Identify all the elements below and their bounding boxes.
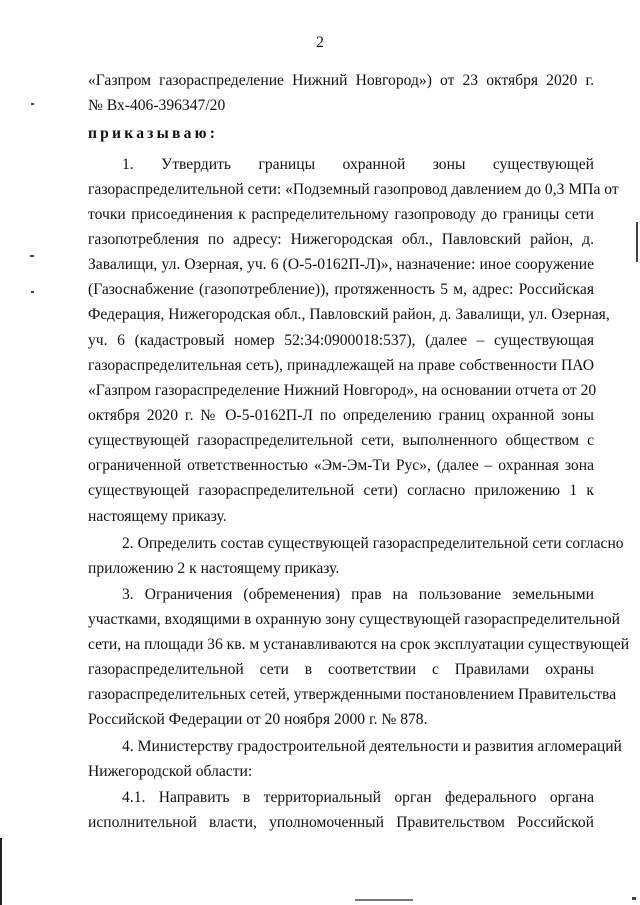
text-line: газопотребления по адресу: Нижегородская обл., Павловский район, д. [88, 231, 594, 248]
text-line: 2. Определить состав существующей газораспределительной сети согласно [122, 535, 624, 552]
text-line: (Газоснабжение (газопотребление)), протяженность 5 м, адрес: Российская [88, 281, 594, 298]
text-line: 1. Утвердить границы охранной зоны существующей [122, 156, 594, 173]
text-line: газораспределительных сетей, утвержденными постановлением Правительства [88, 686, 617, 703]
scan-mark [31, 291, 34, 293]
scan-edge-mark [636, 222, 638, 262]
text-line: приложению 2 к настоящему приказу. [88, 560, 340, 577]
text-line: уч. 6 (кадастровый номер 52:34:0900018:537), (далее – существующая [88, 332, 594, 349]
text-line: 4. Министерству градостроительной деятельности и развития агломераций [122, 738, 622, 755]
text-line: существующей газораспределительной сети) согласно приложению 1 к [88, 482, 594, 499]
text-line: 3. Ограничения (обременения) прав на пользование земельными [122, 586, 594, 603]
page-number: 2 [316, 34, 324, 51]
scan-bottom-mark [355, 899, 413, 901]
scan-mark [30, 255, 34, 257]
text-line: «Газпром газораспределение Нижний Новгород») от 23 октября 2020 г. [88, 72, 594, 89]
text-line: исполнительной власти, уполномоченный Правительством Российской [88, 814, 594, 831]
text-line: сети, на площади 36 кв. м устанавливаются на срок эксплуатации существующей [88, 636, 630, 653]
text-line: ограниченной ответственностью «Эм-Эм-Ти Рус», (далее – охранная зона [88, 457, 594, 474]
scan-mark [632, 897, 636, 900]
order-keyword: приказываю: [88, 125, 219, 142]
text-line: октября 2020 г. № О-5-0162П-Л по определению границ охранной зоны [88, 407, 594, 424]
text-line: существующей газораспределительной сети, выполненного обществом с [88, 432, 594, 449]
text-line: «Газпром газораспределение Нижний Новгород», на основании отчета от 20 [88, 382, 597, 399]
text-line: 4.1. Направить в территориальный орган федерального органа [122, 789, 594, 806]
text-line: Нижегородской области: [88, 763, 253, 780]
text-line: газораспределительной сети: «Подземный газопровод давлением до 0,3 МПа от [88, 181, 619, 198]
scan-mark [31, 103, 34, 105]
text-line: Завалищи, ул. Озерная, уч. 6 (О-5-0162П-Л)», назначение: иное сооружение [88, 256, 594, 273]
text-line: газораспределительной сети в соответствии с Правилами охраны [88, 661, 594, 678]
scan-edge-mark [0, 838, 2, 905]
text-line: точки присоединения к распределительному газопроводу до границы сети [88, 206, 594, 223]
text-line: № Вх-406-396347/20 [88, 97, 226, 114]
text-line: настоящему приказу. [88, 508, 227, 525]
text-line: Российской Федерации от 20 ноября 2000 г. № 878. [88, 711, 428, 728]
text-line: Федерация, Нижегородская обл., Павловский район, д. Завалищи, ул. Озерная, [88, 306, 610, 323]
text-line: участками, входящими в охранную зону существующей газораспределительной [88, 611, 620, 628]
text-line: газораспределительная сеть), принадлежащей на праве собственности ПАО [88, 357, 594, 374]
